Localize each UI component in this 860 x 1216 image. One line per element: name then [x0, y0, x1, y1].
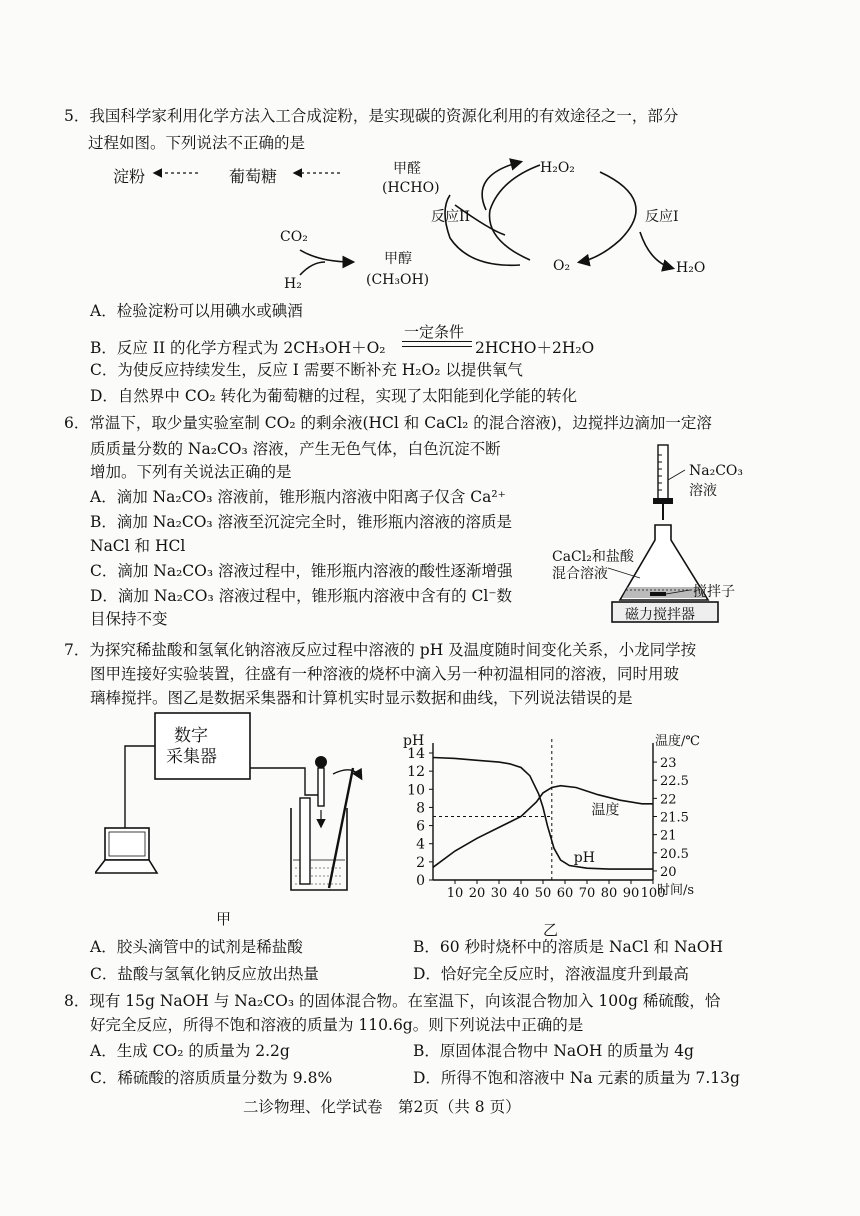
- na2co3-solution-label: 溶液: [689, 483, 717, 499]
- y-tick-label: 2: [416, 854, 425, 871]
- q5-option-d: D．自然界中 CO₂ 转化为葡萄糖的过程，实现了太阳能到化学能的转化: [90, 387, 578, 405]
- figure-yi-label: 乙: [543, 921, 559, 939]
- q7-option-b: B．60 秒时烧杯中的溶质是 NaCl 和 NaOH: [413, 938, 723, 956]
- glucose-label: 葡萄糖: [229, 167, 278, 186]
- q5-option-b-pre: B．反应 II 的化学方程式为 2CH₃OH＋O₂: [90, 339, 386, 357]
- q6-option-d-line1: D．滴加 Na₂CO₃ 溶液过程中，锥形瓶内溶液中含有的 Cl⁻数: [90, 587, 513, 605]
- q5-option-c: C．为使反应持续发生，反应 I 需要不断补充 H₂O₂ 以提供氧气: [90, 361, 523, 379]
- y-tick-label: 10: [407, 782, 425, 799]
- x-tick-label: 30: [490, 886, 508, 901]
- methanol-label: 甲醇: [384, 251, 412, 267]
- q7-apparatus-jia: [95, 710, 385, 895]
- q6-stem-line3: 增加。下列有关说法正确的是: [90, 463, 292, 481]
- reaction1-label: 反应I: [645, 209, 679, 225]
- q7-option-c: C．盐酸与氢氧化钠反应放出热量: [90, 965, 319, 983]
- q5-stem-line1: 5．我国科学家利用化学方法入工合成淀粉，是实现碳的资源化利用的有效途径之一，部分: [64, 107, 679, 125]
- y2-tick-label: 21.5: [660, 810, 689, 826]
- h2-label: H₂: [284, 276, 302, 292]
- series-line-temperature: [433, 786, 653, 868]
- formaldehyde-label: 甲醛: [393, 161, 421, 177]
- q5-option-b-condition: 一定条件: [404, 323, 465, 341]
- ph-series-label: pH: [573, 850, 595, 867]
- figure-jia-label: 甲: [216, 910, 232, 928]
- q7-stem-line2: 图甲连接好实验装置，往盛有一种溶液的烧杯中滴入另一种初温相同的溶液，同时用玻: [90, 665, 680, 683]
- cacl2-label: CaCl₂和盐酸: [552, 549, 634, 565]
- q7-stem-line1: 7．为探究稀盐酸和氢氧化钠溶液反应过程中溶液的 pH 及温度随时间变化关系，小龙同学按: [64, 641, 697, 659]
- q6-option-d-line2: 目保持不变: [90, 610, 168, 628]
- magnetic-stirrer-label: 磁力搅拌器: [625, 607, 695, 623]
- y2-tick-label: 20: [660, 864, 677, 880]
- y-axis-label: pH: [403, 733, 425, 749]
- page-footer: 二诊物理、化学试卷 第2页（共 8 页）: [243, 1098, 521, 1116]
- temperature-series-label: 温度: [591, 802, 620, 819]
- q8-stem-line2: 好完全反应，所得不饱和溶液的质量为 110.6g。则下列说法中正确的是: [90, 1016, 584, 1034]
- o2-label: O₂: [553, 258, 571, 274]
- h2o-label: H₂O: [676, 260, 706, 276]
- q8-option-d: D．所得不饱和溶液中 Na 元素的质量为 7.13g: [413, 1069, 740, 1087]
- x-tick-label: 10: [446, 886, 464, 901]
- q7-option-d: D．恰好完全反应时，溶液温度升到最高: [413, 965, 689, 983]
- collector-label-line2: 采集器: [166, 747, 217, 767]
- equation-equals-sign: [402, 341, 472, 347]
- q6-titration-apparatus: [540, 440, 790, 625]
- q7-option-a: A．胶头滴管中的试剂是稀盐酸: [90, 938, 303, 956]
- x-tick-label: 20: [468, 886, 486, 901]
- x-tick-label: 100: [640, 886, 666, 901]
- q6-option-b-line2: NaCl 和 HCl: [90, 537, 186, 555]
- q6-option-c: C．滴加 Na₂CO₃ 溶液过程中，锥形瓶内溶液的酸性逐渐增强: [90, 562, 513, 580]
- q8-option-b: B．原固体混合物中 NaOH 的质量为 4g: [413, 1042, 694, 1060]
- x-tick-label: 50: [534, 886, 552, 901]
- q5-stem-line2: 过程如图。下列说法不正确的是: [88, 134, 306, 152]
- y-tick-label: 0: [416, 873, 425, 889]
- x-tick-label: 40: [512, 886, 530, 901]
- q5-option-a: A．检验淀粉可以用碘水或碘酒: [90, 302, 303, 320]
- x-tick-label: 60: [556, 886, 574, 901]
- q6-stem-line2: 质质量分数的 Na₂CO₃ 溶液，产生无色气体，白色沉淀不断: [90, 440, 501, 458]
- y-tick-label: 12: [407, 764, 425, 781]
- q6-option-b-line1: B．滴加 Na₂CO₃ 溶液至沉淀完全时，锥形瓶内溶液的溶质是: [90, 513, 513, 531]
- q6-option-a: A．滴加 Na₂CO₃ 溶液前，锥形瓶内溶液中阳离子仅含 Ca²⁺: [90, 488, 506, 506]
- y2-tick-label: 21: [660, 828, 677, 844]
- mixture-label: 混合溶液: [552, 566, 608, 582]
- q5-reaction-diagram: [0, 0, 860, 300]
- y-tick-label: 8: [416, 800, 425, 817]
- na2co3-label: Na₂CO₃: [689, 463, 744, 479]
- series-line-ph: [433, 758, 653, 870]
- y2-tick-label: 20.5: [660, 846, 689, 862]
- q8-option-c: C．稀硫酸的溶质质量分数为 9.8%: [90, 1069, 333, 1087]
- q7-stem-line3: 璃棒搅拌。图乙是数据采集器和计算机实时显示数据和曲线，下列说法错误的是: [90, 689, 633, 707]
- y-tick-label: 6: [416, 818, 425, 835]
- starch-label: 淀粉: [113, 167, 146, 186]
- formaldehyde-formula: (HCHO): [382, 180, 440, 196]
- y2-axis-label: 温度/℃: [655, 734, 700, 749]
- y2-tick-label: 22.5: [660, 774, 689, 790]
- y-tick-label: 4: [416, 836, 425, 853]
- y2-tick-label: 22: [660, 792, 677, 808]
- h2o2-label: H₂O₂: [540, 160, 575, 176]
- y-tick-label: 14: [407, 746, 425, 762]
- q8-option-a: A．生成 CO₂ 的质量为 2.2g: [90, 1042, 290, 1060]
- q8-stem-line1: 8．现有 15g NaOH 与 Na₂CO₃ 的固体混合物。在室温下，向该混合物加入 100g 稀硫酸，恰: [64, 992, 721, 1010]
- x-tick-label: 90: [622, 886, 640, 901]
- x-tick-label: 80: [600, 886, 618, 901]
- q7-chart-yi: [395, 725, 725, 910]
- stir-bar-label: 搅拌子: [693, 584, 735, 600]
- q5-option-b-post: 2HCHO＋2H₂O: [475, 339, 595, 357]
- y2-tick-label: 23: [660, 756, 677, 772]
- collector-label-line1: 数字: [174, 726, 208, 746]
- q6-stem-line1: 6．常温下，取少量实验室制 CO₂ 的剩余液(HCl 和 CaCl₂ 的混合溶液)，边搅拌边滴加一定溶: [64, 414, 712, 432]
- x-axis-label: 时间/s: [657, 883, 695, 898]
- x-tick-label: 70: [578, 886, 596, 901]
- reaction2-label: 反应II: [431, 209, 471, 225]
- co2-label: CO₂: [280, 229, 308, 245]
- methanol-formula: (CH₃OH): [366, 272, 430, 288]
